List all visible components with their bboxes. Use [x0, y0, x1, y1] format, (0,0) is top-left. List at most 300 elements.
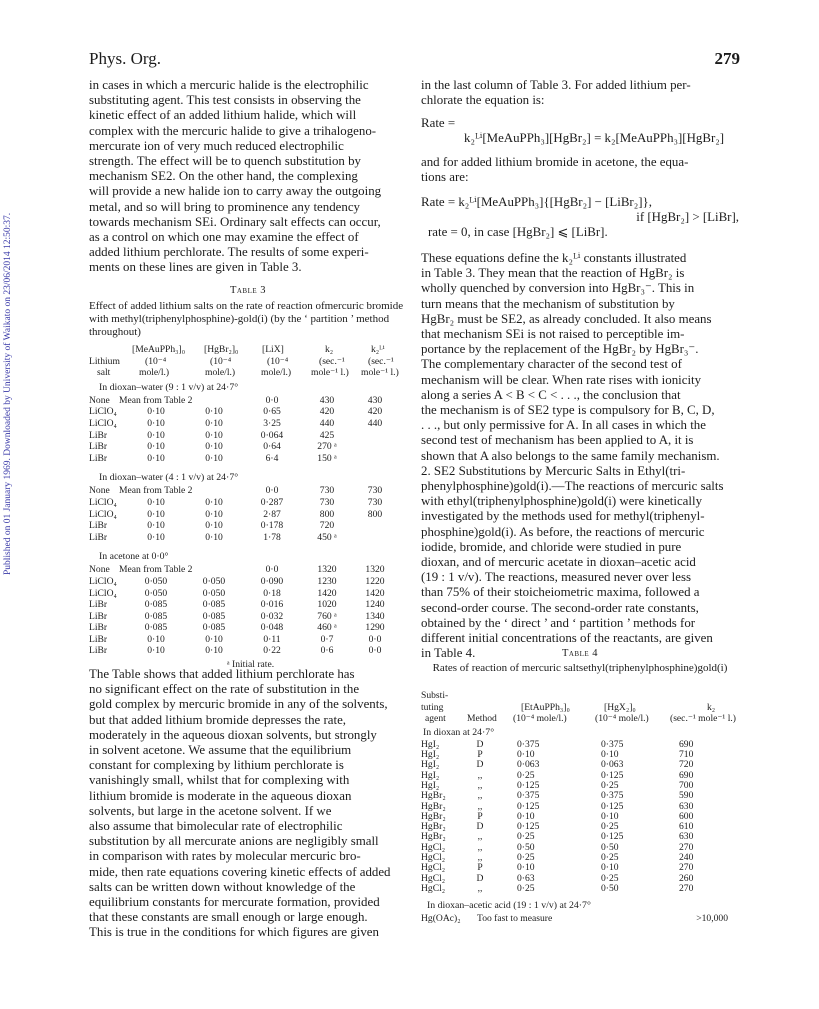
table3-cell: 0·287	[260, 496, 284, 508]
table3-row	[89, 485, 409, 497]
table3-cell: 0·6	[320, 645, 334, 657]
table3-cell: 760 ᵃ	[317, 610, 337, 622]
table3-u0a: Lithium	[89, 355, 120, 367]
table3-group-title: In acetone at 0·0°	[99, 551, 169, 563]
table3-cell: 730	[367, 485, 383, 497]
table3-h2: [HgBr₂]₀	[204, 344, 239, 355]
table4-cell: 270	[679, 841, 694, 853]
table4-cell: P	[477, 749, 483, 761]
table3-cell: Mean from Table 2	[119, 564, 193, 576]
table3-cell: 0·10	[147, 406, 165, 418]
table4-row	[421, 781, 741, 791]
table4-cell: D	[476, 872, 484, 884]
table3-cell: 0·10	[205, 429, 223, 441]
table4-h-agent-c: agent	[425, 713, 446, 725]
table3-row	[89, 453, 409, 465]
left-bottom-line: salts can be written down without knowledge of the	[89, 879, 356, 894]
table3-cell: 420	[367, 406, 383, 418]
right-para-line: investigated by the methods used for methyl(triphenyl-	[421, 509, 705, 524]
table4-cell: 600	[679, 810, 694, 822]
table4-cell: 0·10	[517, 749, 535, 761]
table3-cell: 1220	[365, 575, 385, 587]
right-para-line: obtained by the ‘ direct ’ and ‘ partition ’ methods for	[421, 615, 696, 630]
table3-u4a: (sec.⁻¹	[319, 355, 345, 367]
right-top-paragraph	[421, 78, 739, 108]
table4-last-agent: Hg(OAc)₂	[421, 913, 461, 925]
table4-row	[421, 750, 741, 760]
table4-h-hgx: [HgX₂]₀	[604, 701, 636, 713]
left-bottom-line: The Table shows that added lithium perchlorate has	[89, 667, 355, 681]
table4-cell: 0·125	[601, 769, 624, 781]
table4-cell: HgCl₂	[421, 841, 446, 853]
table3-u2a: (10⁻⁴	[210, 355, 232, 367]
table3-u0b: salt	[97, 367, 111, 379]
table4-caption	[421, 662, 739, 675]
right-para-line: (19 : 1 v/v). The reactions, measured never over less	[421, 570, 692, 585]
table4-cell: 630	[679, 800, 694, 812]
table3-cell: 0·032	[260, 610, 284, 622]
right-para-line: dioxan, and of mercuric acetate in dioxan–acetic acid	[421, 555, 696, 570]
table4-cell: 710	[679, 749, 694, 761]
table4-cell: 0·25	[601, 821, 619, 833]
right-para-line: in Table 3. They mean that the reaction of HgBr₂ is	[421, 266, 685, 281]
left-bottom-line: constant for complexing by lithium perchlorate is	[89, 758, 344, 773]
table4-cell: ,,	[477, 790, 483, 802]
table3-row	[89, 418, 409, 430]
table3-row	[89, 576, 409, 588]
table3-cell: 0·64	[263, 441, 281, 453]
left-intro-line: ments on these lines are given in Table 3.	[89, 260, 302, 275]
table4-cell: 720	[679, 759, 694, 771]
table3-cell: 0·085	[202, 610, 226, 622]
left-bottom-line: lithium bromide is moderate in the aqueous dioxan	[89, 788, 352, 803]
table4-h-agent-b: tuting	[421, 701, 444, 713]
table4-cell: 0·125	[517, 800, 540, 812]
table3-cell: 0·10	[205, 452, 223, 464]
table3-cell: 430	[319, 394, 335, 406]
right-para-line: along a series A < B < C < . . ., the conclusion that	[421, 387, 681, 402]
table4-row	[421, 771, 741, 781]
table3-row	[89, 611, 409, 623]
table3-h1: [MeAuPPh₃]₀	[132, 344, 186, 355]
table3-h3: [LiX]	[262, 344, 284, 355]
table3-cell: 0·0	[265, 485, 279, 497]
table4-h-k2: k₂	[707, 701, 716, 713]
table4-cell: 0·50	[517, 841, 535, 853]
table3-cell: 730	[367, 496, 383, 508]
table3-cell: 0·0	[265, 564, 279, 576]
table3-row	[89, 406, 409, 418]
table3-cell: 0·10	[205, 441, 223, 453]
table3-cell: 0·178	[260, 520, 284, 532]
table3-row	[89, 588, 409, 600]
table3-cell: 0·65	[263, 406, 281, 418]
table3-cell: 440	[367, 417, 383, 429]
table4-cell: 0·25	[517, 831, 535, 843]
left-bottom-line: moderately in the aqueous dioxan solvents, but strongly	[89, 727, 377, 742]
table3-cell: LiClO₄	[89, 417, 117, 429]
left-bottom-line: in solvent acetone. We assume that the equilibrium	[89, 743, 352, 758]
right-para-line: that mechanism SEi is not raised to perceptible im-	[421, 327, 685, 342]
table3-cell: 0·10	[147, 429, 165, 441]
table4-cell: 0·063	[601, 759, 624, 771]
table4-row	[421, 843, 741, 853]
table3-cell: 0·10	[147, 531, 165, 543]
table4-cell: 0·50	[601, 841, 619, 853]
left-intro-line: substituting agent. This test consists in observing the	[89, 93, 361, 108]
right-para-line: mechanism will be clear. When rate rises with ionicity	[421, 372, 702, 387]
left-intro-line: as a control on which one may examine the effect of	[89, 230, 359, 245]
table3-cell: 0·10	[147, 520, 165, 532]
equation2-line2: if [HgBr₂] > [LiBr],	[636, 210, 739, 224]
table3-cell: 440	[319, 417, 335, 429]
left-bottom-line: substitution by all mercurate anions are negligibly small	[89, 834, 379, 849]
download-note: Published on 01 January 1969. Downloaded by University of Waikato on 23/06/2014 12:50:37.	[3, 212, 13, 575]
t3cap-line: gold(i) (by the ‘ partition ’ method throughout)	[89, 313, 390, 338]
table4-cell: ,,	[477, 841, 483, 853]
table3-cell: 1020	[317, 599, 337, 611]
table4-cell: ,,	[477, 800, 483, 812]
left-intro-line: will provide a new halide ion to carry away the outgoing	[89, 184, 382, 199]
table3-cell: 0·10	[147, 496, 165, 508]
table4-cell: 0·25	[517, 852, 535, 864]
table4-row	[421, 760, 741, 770]
t3cap-line: mercuric bromide with methyl(triphenylphosphine)-	[89, 300, 404, 325]
table4-cell: 0·25	[601, 872, 619, 884]
table4-cell: 0·375	[601, 738, 624, 750]
right-para-line: with ethyl(triphenylphosphine)gold(i) were kinetically	[421, 494, 703, 509]
table3-u5b: mole⁻¹ l.)	[361, 367, 399, 379]
table3-cell: LiClO₄	[89, 406, 117, 418]
table3-row	[89, 532, 409, 544]
table3-cell: 6·4	[265, 452, 279, 464]
left-bottom-line: in comparison with rates by molecular mercuric bro-	[89, 849, 361, 864]
right-top-line: in the last column of Table 3. For added lithium per-	[421, 78, 691, 92]
table3-cell: 3·25	[263, 417, 281, 429]
table3-cell: LiBr	[89, 452, 108, 464]
table4-row	[421, 791, 741, 801]
table3-cell: LiBr	[89, 520, 108, 532]
table3-units-row1	[89, 356, 409, 368]
table3-cell: 800	[367, 508, 383, 520]
t3cap-line: Effect of added lithium salts on the rate of reaction of	[89, 300, 325, 312]
table4-row	[421, 812, 741, 822]
left-bottom-line: equilibrium constants for mercurate formation, provided	[89, 895, 380, 910]
table3-cell: 0·085	[202, 622, 226, 634]
right-para-line: shown that A also belongs to the same family mechanism.	[421, 448, 720, 463]
left-intro-line: added lithium perchlorate. The results of some experi-	[89, 245, 369, 260]
table4-cell: D	[476, 821, 484, 833]
table3-row	[89, 520, 409, 532]
right-para-line: phenylphosphine)gold(i).—The reactions of mercuric salts	[421, 479, 724, 494]
table3-row	[89, 497, 409, 509]
table3-cell: 430	[367, 394, 383, 406]
table3-cell: LiBr	[89, 622, 108, 634]
table3-cell: 2·87	[263, 508, 281, 520]
table3-row	[89, 564, 409, 576]
table4-h-method: Method	[467, 713, 497, 725]
table4-cell: 0·125	[601, 800, 624, 812]
page-number: 279	[714, 49, 740, 68]
table4-cell: 0·10	[517, 810, 535, 822]
table4-h-et: [EtAuPPh₃]₀	[521, 701, 570, 713]
table4	[421, 690, 741, 925]
table4-row	[421, 874, 741, 884]
table3-cell: None	[89, 564, 110, 576]
table4-cell: 590	[679, 790, 694, 802]
table3-cell: 0·10	[205, 645, 223, 657]
table3-h4: k₂	[325, 344, 334, 355]
table3-u5a: (sec.⁻¹	[368, 355, 394, 367]
table4-group1-title: In dioxan at 24·7°	[423, 726, 495, 738]
table3-cell: 0·0	[265, 394, 279, 406]
table4-cell: 0·125	[601, 831, 624, 843]
table3-row	[89, 622, 409, 634]
table4-cell: P	[477, 862, 483, 874]
table3-cell: 0·050	[202, 587, 226, 599]
table4-group2-title: In dioxan–acetic acid (19 : 1 v/v) at 24·7°	[427, 900, 591, 912]
table4-cell: 270	[679, 862, 694, 874]
table3-u1b: mole/l.)	[139, 367, 170, 379]
table3-cell: 0·22	[263, 645, 281, 657]
table3-cell: LiBr	[89, 610, 108, 622]
left-intro-line: mechanism SE2. On the other hand, the complexing	[89, 169, 358, 184]
table3-u3b: mole/l.)	[261, 367, 292, 379]
table4-cell: ,,	[477, 882, 483, 894]
table3-cell: 0·10	[147, 417, 165, 429]
table4-cell: HgCl₂	[421, 862, 446, 874]
table4-cell: 0·10	[601, 749, 619, 761]
table4-last-row	[421, 913, 741, 925]
table4-cell: HgBr₂	[421, 810, 446, 822]
right-para-line: phosphine)gold(i). As before, the reactions of mercuric	[421, 524, 705, 539]
right-para-line: different initial concentrations of the reactants, are given	[421, 631, 713, 646]
right-para-line: second-order course. The second-order rate constants,	[421, 600, 699, 615]
table4-cell: 0·125	[517, 821, 540, 833]
table4-cell: 260	[679, 872, 694, 884]
table3-cell: 0·11	[263, 633, 281, 645]
table4-h-hgx-units: (10⁻⁴ mole/l.)	[595, 713, 649, 725]
table3-h5: k₂ᴸⁱ	[371, 344, 385, 355]
table3-cell: 0·18	[263, 587, 281, 599]
left-bottom-line: solvents, but large in the acetone solvent. If we	[89, 803, 332, 818]
left-bottom-line: This is true in the conditions for which figures are given	[89, 925, 379, 940]
table3-cell: 0·10	[205, 508, 223, 520]
table4-header-row2	[421, 702, 741, 714]
table4-cell: HgBr₂	[421, 831, 446, 843]
table3-cell: 0·7	[320, 633, 334, 645]
table4-cell: ,,	[477, 769, 483, 781]
table4-cell: P	[477, 810, 483, 822]
table3-row	[89, 599, 409, 611]
table4-h-et-units: (10⁻⁴ mole/l.)	[513, 713, 567, 725]
table4-cell: 610	[679, 821, 694, 833]
table4-cell: ,,	[477, 852, 483, 864]
table4-row	[421, 740, 741, 750]
table3-cell: LiClO₄	[89, 575, 117, 587]
right-mid-paragraph	[421, 155, 739, 185]
table4-cell: 690	[679, 769, 694, 781]
t4cap-line: Rates of reaction of mercuric salts	[432, 662, 584, 674]
table4-last-k2: >10,000	[696, 913, 728, 925]
table3-cell: 0·10	[147, 441, 165, 453]
table3-cell: 800	[319, 508, 335, 520]
table3-row	[89, 395, 409, 407]
right-main-paragraph	[421, 251, 739, 661]
table4-cell: HgI₂	[421, 759, 440, 771]
table4-cell: 0·375	[601, 790, 624, 802]
table3-cell: 0·10	[205, 417, 223, 429]
table4-cell: HgI₂	[421, 749, 440, 761]
table3-cell: LiBr	[89, 645, 108, 657]
table3-cell: 150 ᵃ	[317, 452, 337, 464]
right-para-line: iodide, bromide, and chloride were studied in pure	[421, 539, 682, 554]
table4-cell: ,,	[477, 831, 483, 843]
table4-h-k2-units: (sec.⁻¹ mole⁻¹ l.)	[670, 713, 736, 725]
table4-label: Table 4	[561, 648, 599, 659]
table3-cell: LiBr	[89, 441, 108, 453]
table3-cell: LiClO₄	[89, 587, 117, 599]
table3-group-title: In dioxan–water (4 : 1 v/v) at 24·7°	[99, 472, 239, 484]
table3-cell: 0·0	[368, 633, 382, 645]
table3-cell: 0·10	[147, 633, 165, 645]
right-para-line: in Table 4.	[421, 646, 476, 661]
table3-cell: 1320	[365, 564, 385, 576]
equation1-rhs: k₂ᴸⁱ[MeAuPPh₃][HgBr₂] = k₂[MeAuPPh₃][HgBr₂]	[464, 131, 725, 145]
left-bottom-line: but that added lithium bromide depresses the rate,	[89, 712, 347, 727]
left-intro-line: strength. The effect will be to quench substitution by	[89, 154, 361, 169]
left-intro-line: towards mechanism SEi. Ordinary salt effects can occur,	[89, 214, 381, 229]
table3-cell: 0·0	[368, 645, 382, 657]
right-top-line: chlorate the equation is:	[421, 93, 545, 108]
left-intro-line: in cases in which a mercuric halide is the electrophilic	[89, 78, 369, 92]
table3-units-row2	[89, 367, 409, 379]
table4-row	[421, 802, 741, 812]
table4-cell: 0·125	[517, 779, 540, 791]
table4-cell: HgI₂	[421, 769, 440, 781]
table4-cell: HgBr₂	[421, 790, 446, 802]
equation2-line1: Rate = k₂ᴸⁱ[MeAuPPh₃]{[HgBr₂] − [LiBr₂]},	[421, 195, 652, 209]
table3-cell: 0·050	[144, 587, 168, 599]
table3	[89, 344, 409, 671]
left-intro-paragraph	[89, 78, 407, 276]
table3-cell: 0·085	[144, 610, 168, 622]
table3-cell: 1340	[365, 610, 385, 622]
table3-cell: 270 ᵃ	[317, 441, 337, 453]
table4-row	[421, 884, 741, 894]
right-para-line: These equations define the k₂ᴸⁱ constants illustrated	[421, 251, 687, 265]
table4-cell: 690	[679, 738, 694, 750]
table4-cell: D	[476, 759, 484, 771]
table4-row	[421, 853, 741, 863]
table4-cell: HgI₂	[421, 738, 440, 750]
table3-row	[89, 430, 409, 442]
table4-cell: 0·10	[601, 810, 619, 822]
table4-cell: 240	[679, 852, 694, 864]
table3-cell: 0·10	[205, 531, 223, 543]
table3-cell: 1420	[317, 587, 337, 599]
table4-cell: HgBr₂	[421, 821, 446, 833]
table4-cell: 0·50	[601, 882, 619, 894]
table4-cell: 0·25	[517, 769, 535, 781]
table3-cell: 0·090	[260, 575, 284, 587]
table3-cell: 1290	[365, 622, 385, 634]
table3-u2b: mole/l.)	[205, 367, 236, 379]
left-bottom-line: that these constants are small enough or large enough.	[89, 910, 368, 925]
table3-cell: Mean from Table 2	[119, 485, 193, 497]
table3-cell: 0·10	[147, 452, 165, 464]
right-para-line: portance by the replacement of the HgBr₂ by HgBr₃⁻.	[421, 342, 699, 357]
right-para-line: than 75% of their stoicheiometric maxima, followed a	[421, 585, 700, 600]
table3-footnote: ᵃ Initial rate.	[227, 659, 275, 671]
right-para-line: The complementary character of the second test of	[421, 357, 682, 372]
table4-row	[421, 822, 741, 832]
table4-cell: D	[476, 738, 484, 750]
equation2-line3: rate = 0, in case [HgBr₂] ⩽ [LiBr].	[428, 225, 608, 239]
table4-cell: 0·63	[517, 872, 535, 884]
table3-cell: Mean from Table 2	[119, 394, 193, 406]
right-para-line: second test of mechanism has been applied to A, it is	[421, 433, 694, 448]
table3-u3a: (10⁻⁴	[267, 355, 289, 367]
table3-row	[89, 509, 409, 521]
journal-title: Phys. Org.	[89, 49, 161, 68]
table4-cell: ,,	[477, 779, 483, 791]
table3-cell: 0·016	[260, 599, 284, 611]
right-mid-line: and for added lithium bromide in acetone, the equa-	[421, 155, 689, 169]
table3-cell: None	[89, 394, 110, 406]
table3-cell: LiBr	[89, 633, 108, 645]
table4-cell: HgI₂	[421, 779, 440, 791]
table4-cell: 700	[679, 779, 694, 791]
right-para-line: wholly quenched by conversion into HgBr₃⁻. This in	[421, 281, 695, 296]
table3-cell: 0·048	[260, 622, 284, 634]
right-para-line: the mechanism is of SE2 type is compulsory for B, C, D,	[421, 403, 715, 418]
table3-cell: 420	[319, 406, 335, 418]
table3-cell: 720	[319, 520, 335, 532]
table4-row	[421, 863, 741, 873]
table3-cell: 425	[319, 429, 335, 441]
table3-cell: 0·10	[205, 633, 223, 645]
table4-cell: 0·063	[517, 759, 540, 771]
table3-cell: 0·10	[147, 508, 165, 520]
left-intro-line: mercurate ion of very much reduced electrophilic	[89, 138, 344, 153]
table4-cell: 0·25	[601, 779, 619, 791]
table3-u1a: (10⁻⁴	[145, 355, 167, 367]
table3-cell: 1230	[317, 575, 337, 587]
table3-row	[89, 634, 409, 646]
left-bottom-line: gold complex by mercuric bromide in any of the solvents,	[89, 697, 388, 712]
table3-cell: 0·085	[144, 622, 168, 634]
left-bottom-line: vanishingly small, whilst that for complexing with	[89, 773, 350, 788]
table4-cell: HgBr₂	[421, 800, 446, 812]
table3-cell: 1320	[317, 564, 337, 576]
table4-cell: 270	[679, 882, 694, 894]
left-bottom-line: mide, then rate equations covering kinetic effects of added	[89, 864, 391, 879]
right-para-line: turn means that the mechanism of substitution by	[421, 296, 675, 311]
table3-cell: 0·085	[202, 599, 226, 611]
table4-cell: 630	[679, 831, 694, 843]
table3-u4b: mole⁻¹ l.)	[311, 367, 349, 379]
table3-cell: 0·10	[205, 496, 223, 508]
equation1-lhs: Rate =	[421, 116, 456, 130]
left-bottom-line: also assume that bimolecular rate of electrophilic	[89, 819, 343, 834]
right-para-line: . . ., but only permissive for A. In all cases in which the	[421, 418, 706, 433]
table3-group-title: In dioxan–water (9 : 1 v/v) at 24·7°	[99, 381, 239, 393]
table3-cell: 0·050	[202, 575, 226, 587]
table4-cell: 0·375	[517, 738, 540, 750]
left-bottom-line: no significant effect on the rate of substitution in the	[89, 682, 360, 697]
table4-cell: 0·10	[517, 862, 535, 874]
